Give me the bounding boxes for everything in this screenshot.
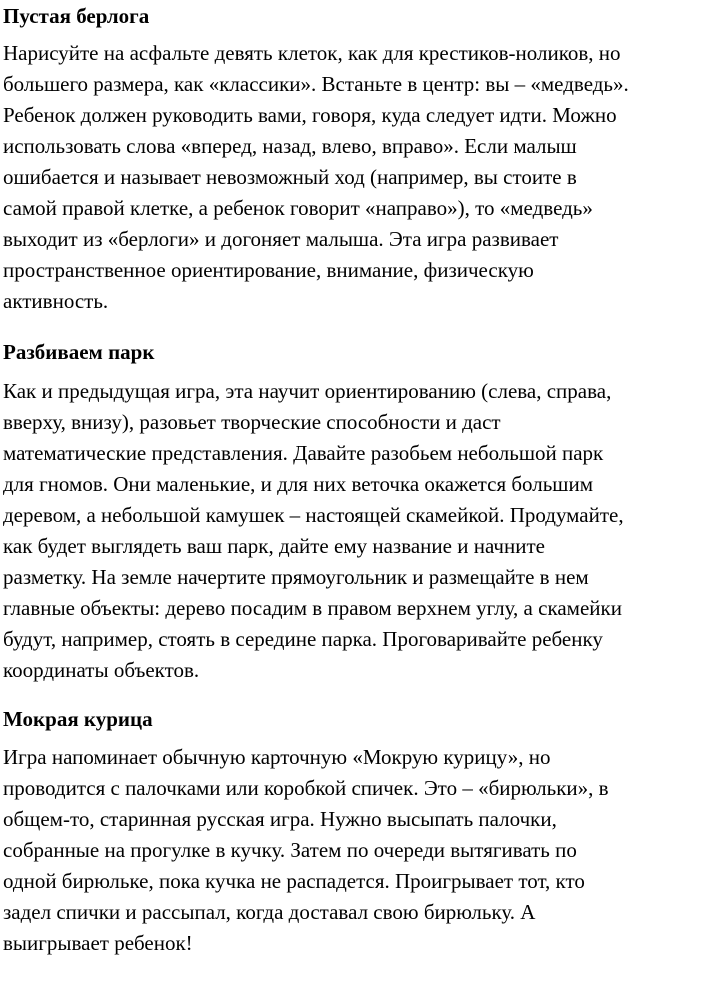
paragraph-line: общем-то, старинная русская игра. Нужно высыпать палочки, bbox=[3, 807, 557, 831]
paragraph-line: для гномов. Они маленькие, и для них веточка окажется большим bbox=[3, 472, 594, 496]
paragraph-line: будут, например, стоять в середине парка. Проговаривайте ребенку bbox=[3, 627, 603, 651]
paragraph-line: как будет выглядеть ваш парк, дайте ему название и начните bbox=[3, 534, 545, 558]
paragraph-line: самой правой клетке, а ребенок говорит «направо»), то «медведь» bbox=[3, 196, 593, 220]
paragraph-line: математические представления. Давайте разобьем небольшой парк bbox=[3, 441, 604, 465]
section-paragraph-wet-hen bbox=[3, 742, 609, 959]
paragraph-line: собранные на прогулке в кучку. Затем по очереди вытягивать по bbox=[3, 838, 577, 862]
paragraph-line: активность. bbox=[3, 289, 109, 313]
paragraph-line: пространственное ориентирование, внимание, физическую bbox=[3, 258, 534, 282]
paragraph-line: использовать слова «вперед, назад, влево, вправо». Если малыш bbox=[3, 134, 577, 158]
section-paragraph-empty-den bbox=[3, 38, 629, 317]
paragraph-line: выигрывает ребенок! bbox=[3, 931, 193, 955]
section-paragraph-park bbox=[3, 376, 624, 686]
paragraph-line: проводится с палочками или коробкой спичек. Это – «бирюльки», в bbox=[3, 776, 609, 800]
paragraph-line: Ребенок должен руководить вами, говоря, куда следует идти. Можно bbox=[3, 103, 617, 127]
paragraph-line: одной бирюльке, пока кучка не распадется. Проигрывает тот, кто bbox=[3, 869, 585, 893]
paragraph-line: задел спички и рассыпал, когда доставал свою бирюльку. А bbox=[3, 900, 536, 924]
paragraph-line: вверху, внизу), разовьет творческие способности и даст bbox=[3, 410, 501, 434]
section-heading-empty-den: Пустая берлога bbox=[3, 4, 150, 28]
section-heading-park: Разбиваем парк bbox=[3, 340, 155, 364]
paragraph-line: координаты объектов. bbox=[3, 658, 200, 682]
paragraph-line: разметку. На земле начертите прямоугольник и размещайте в нем bbox=[3, 565, 589, 589]
paragraph-line: Игра напоминает обычную карточную «Мокрую курицу», но bbox=[3, 745, 551, 769]
paragraph-line: Нарисуйте на асфальте девять клеток, как для крестиков-ноликов, но bbox=[3, 41, 621, 65]
paragraph-line: большего размера, как «классики». Встаньте в центр: вы – «медведь». bbox=[3, 72, 629, 96]
paragraph-line: деревом, а небольшой камушек – настоящей скамейкой. Продумайте, bbox=[3, 503, 624, 527]
paragraph-line: выходит из «берлоги» и догоняет малыша. Эта игра развивает bbox=[3, 227, 559, 251]
section-heading-wet-hen: Мокрая курица bbox=[3, 707, 153, 731]
paragraph-line: Как и предыдущая игра, эта научит ориентированию (слева, справа, bbox=[3, 379, 612, 403]
paragraph-line: ошибается и называет невозможный ход (например, вы стоите в bbox=[3, 165, 577, 189]
paragraph-line: главные объекты: дерево посадим в правом верхнем углу, а скамейки bbox=[3, 596, 622, 620]
